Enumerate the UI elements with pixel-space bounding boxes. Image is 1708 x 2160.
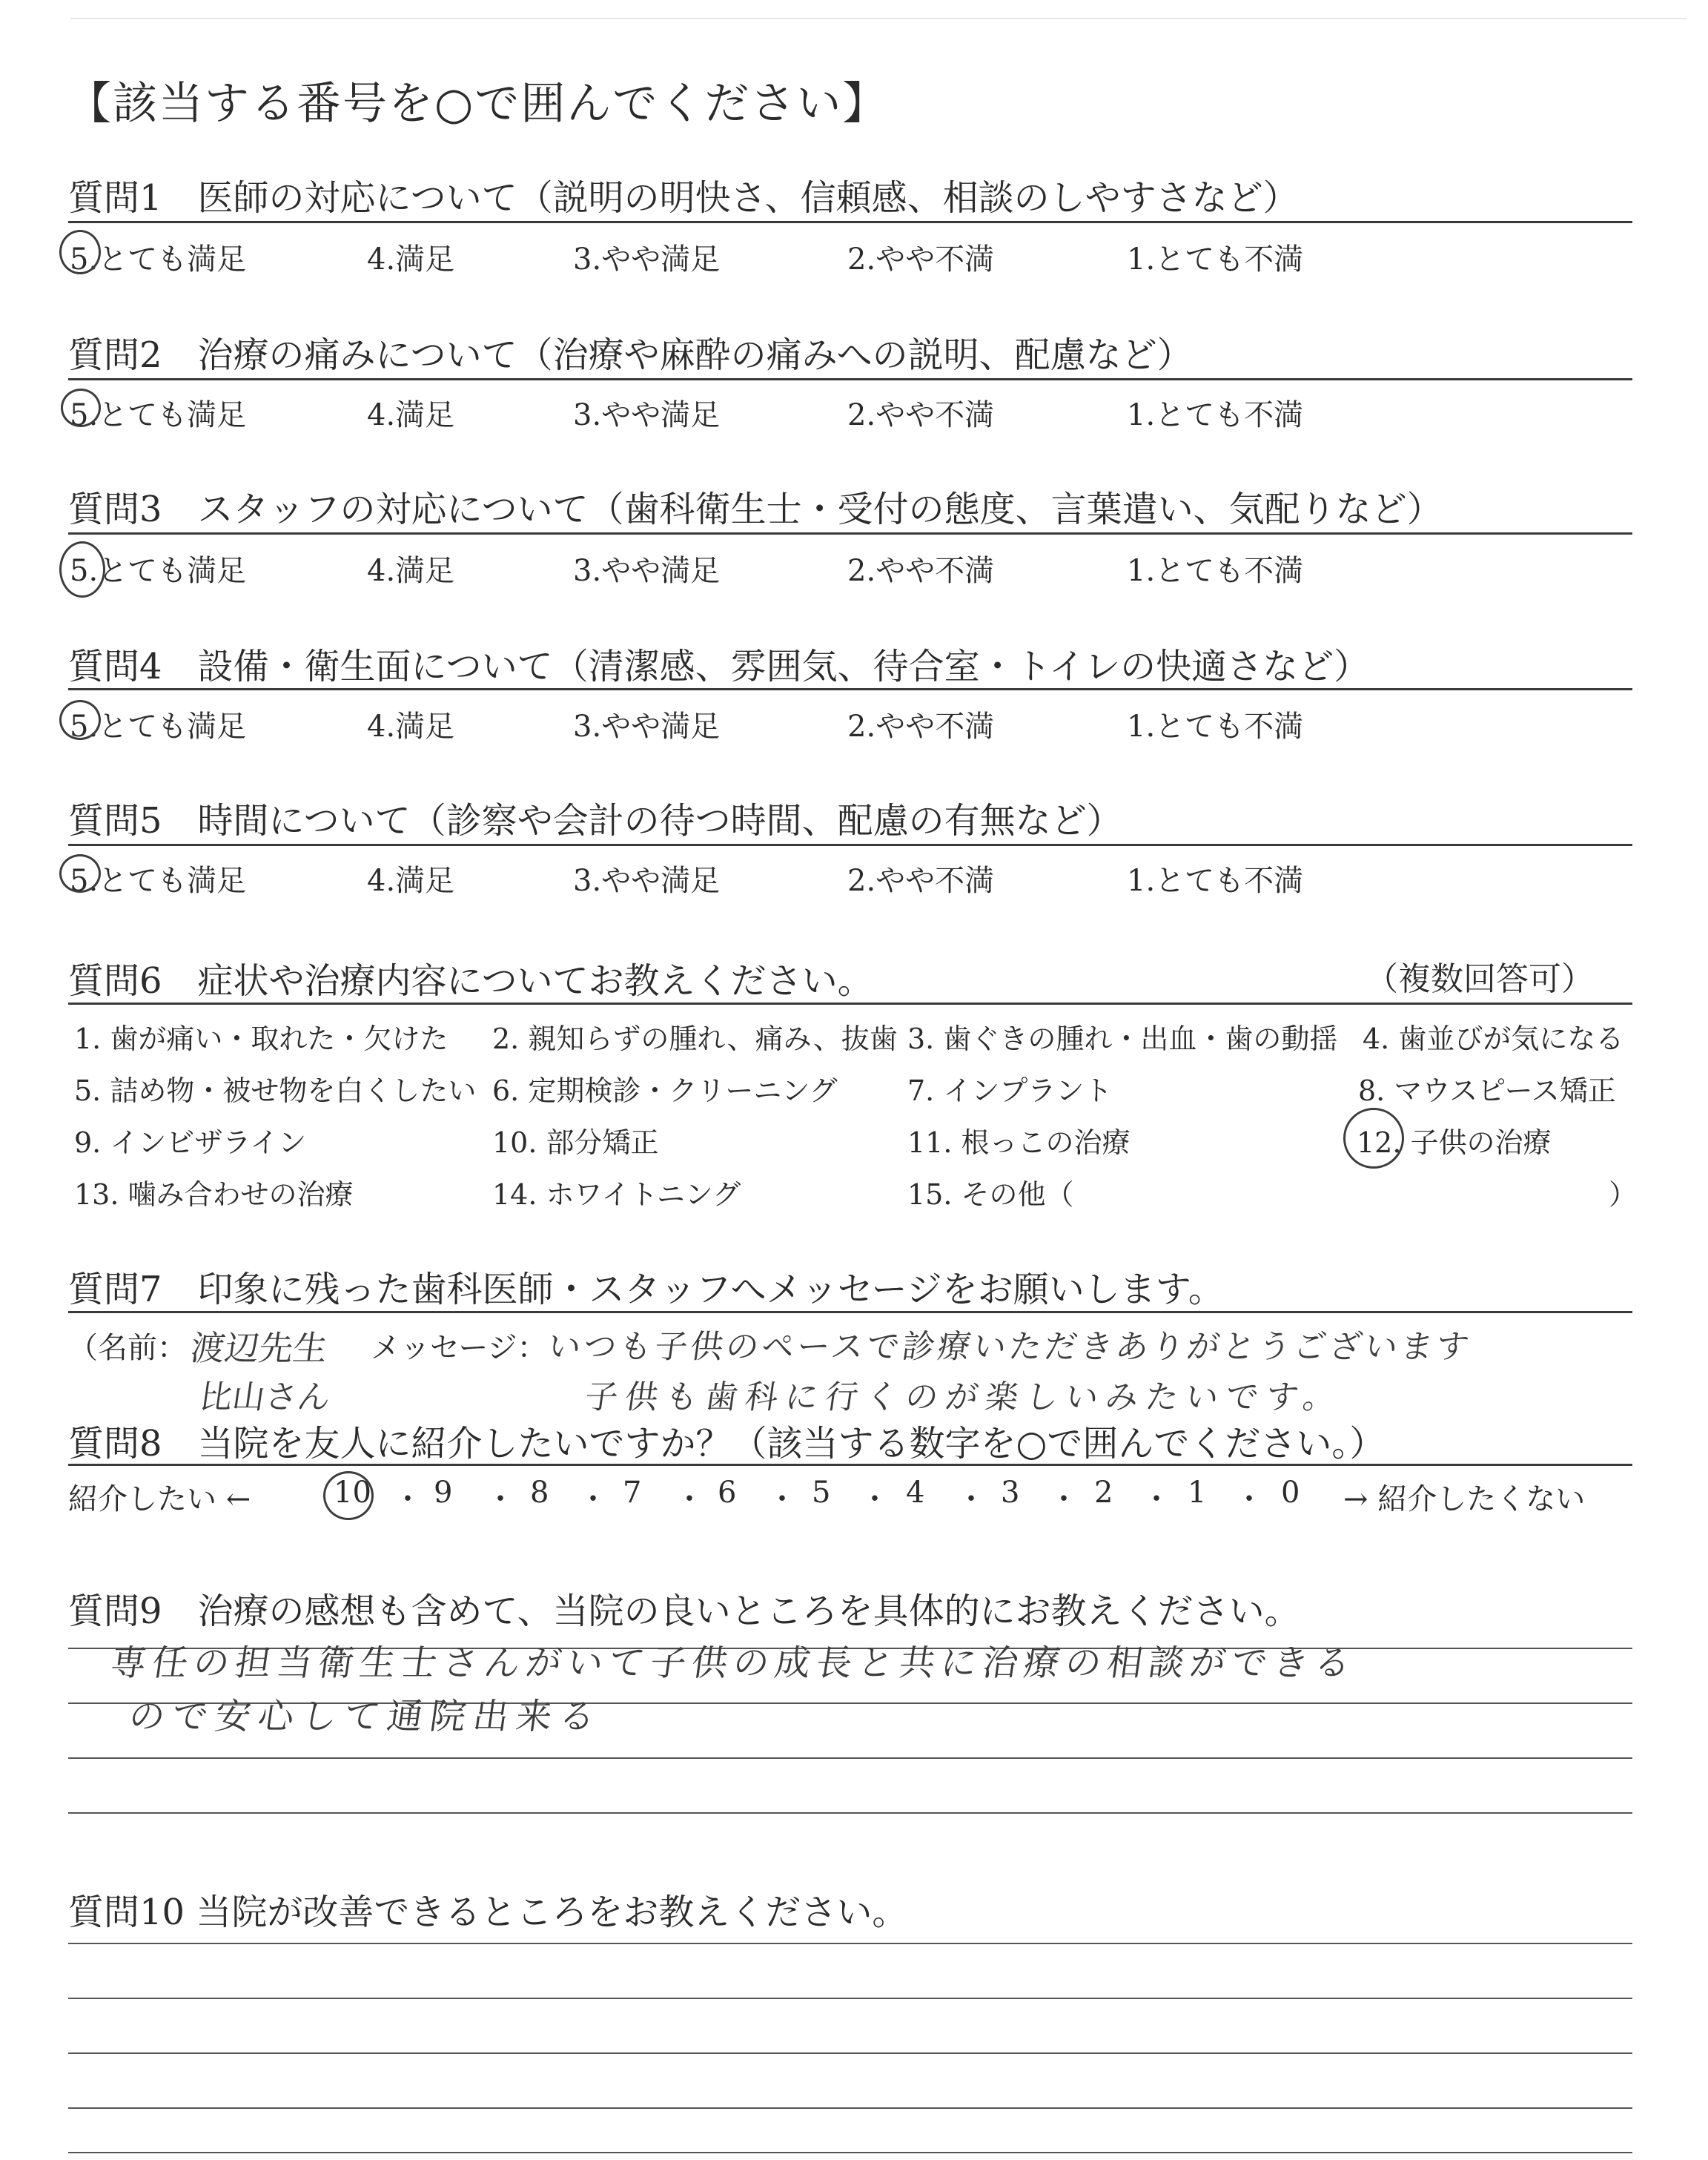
q8-separator: ・	[1142, 1482, 1171, 1516]
q1-option-4[interactable]: 4.満足	[367, 242, 455, 277]
question-2-title: 質問2 治療の痛みについて（治療や麻酔の痛みへの説明、配慮など）	[68, 334, 1193, 376]
q6-option-3[interactable]: 3. 歯ぐきの腫れ・出血・歯の動揺	[907, 1023, 1338, 1055]
q10-answer-line-2	[68, 1998, 1632, 1999]
q6-option-10[interactable]: 10. 部分矯正	[492, 1126, 659, 1159]
q8-scale-9[interactable]: 9	[434, 1476, 453, 1510]
q8-scale-5[interactable]: 5	[812, 1476, 831, 1510]
q8-scale-0[interactable]: 0	[1281, 1476, 1300, 1510]
q8-separator: ・	[860, 1482, 890, 1516]
question-3-rule	[68, 532, 1632, 535]
q8-left-label: 紹介したい ←	[68, 1482, 251, 1516]
q4-option-2[interactable]: 2.やや不満	[847, 710, 995, 744]
q8-separator: ・	[956, 1482, 986, 1516]
q7-handwritten-message-2: 子供も歯科に行くのが楽しいみたいです。	[582, 1378, 1346, 1416]
form-title: 【該当する番号を○で囲んでください】	[67, 78, 889, 130]
q6-option-4[interactable]: 4. 歯並びが気になる	[1363, 1023, 1624, 1055]
q8-scale-10[interactable]: 10	[334, 1476, 371, 1510]
question-1-title: 質問1 医師の対応について（説明の明快さ、信頼感、相談のしやすさなど）	[68, 177, 1299, 219]
question-6-rule	[68, 1003, 1632, 1005]
q10-answer-line-5	[68, 2152, 1632, 2153]
q6-option-13[interactable]: 13. 噛み合わせの治療	[74, 1178, 354, 1211]
q1-option-5[interactable]: 5.とても満足	[70, 242, 247, 277]
q2-option-2[interactable]: 2.やや不満	[847, 398, 995, 432]
q10-answer-line-1	[68, 1943, 1632, 1944]
question-6-title: 質問6 症状や治療内容についてお教えください。	[68, 960, 873, 1002]
q8-separator: ・	[393, 1482, 423, 1516]
q1-option-3[interactable]: 3.やや満足	[573, 242, 721, 277]
q6-other-close-paren: ）	[1609, 1178, 1638, 1211]
q5-selection-circle	[59, 854, 101, 893]
q6-option-6[interactable]: 6. 定期検診・クリーニング	[492, 1074, 838, 1107]
q4-selection-circle	[59, 700, 101, 740]
q6-option-5[interactable]: 5. 詰め物・被せ物を白くしたい	[74, 1074, 477, 1107]
q7-message-label: メッセージ：	[371, 1331, 547, 1365]
q5-option-3[interactable]: 3.やや満足	[573, 864, 721, 898]
question-10-title: 質問10 当院が改善できるところをお教えください。	[68, 1892, 908, 1933]
q4-option-5[interactable]: 5.とても満足	[70, 710, 247, 744]
question-7-rule	[68, 1311, 1632, 1313]
q10-answer-line-3	[68, 2052, 1632, 2054]
q1-selection-circle	[59, 230, 101, 274]
q2-selection-circle	[61, 389, 101, 427]
q8-scale-6[interactable]: 6	[718, 1476, 737, 1510]
q8-separator: ・	[1234, 1482, 1264, 1516]
q4-option-3[interactable]: 3.やや満足	[573, 710, 721, 744]
q10-answer-line-4	[68, 2107, 1632, 2109]
q5-option-5[interactable]: 5.とても満足	[70, 864, 247, 898]
q1-option-1[interactable]: 1.とても不満	[1127, 242, 1304, 277]
q9-answer-line-3	[68, 1757, 1632, 1759]
q6-option-9[interactable]: 9. インビザライン	[74, 1126, 307, 1159]
q6-option-12[interactable]: 12. 子供の治療	[1357, 1126, 1552, 1159]
q9-handwritten-answer-1: 専任の担当衛生士さんがいて子供の成長と共に治療の相談ができる	[107, 1642, 1360, 1684]
question-8-rule	[68, 1464, 1632, 1466]
q8-scale-1[interactable]: 1	[1188, 1476, 1207, 1510]
q8-separator: ・	[486, 1482, 515, 1516]
question-5-rule	[68, 844, 1632, 846]
q8-scale-2[interactable]: 2	[1094, 1476, 1113, 1510]
q6-option-1[interactable]: 1. 歯が痛い・取れた・欠けた	[74, 1023, 448, 1055]
q8-separator: ・	[578, 1482, 608, 1516]
q3-option-5[interactable]: 5.とても満足	[70, 554, 247, 588]
question-8-title: 質問8 当院を友人に紹介したいですか？（該当する数字を○で囲んでください。）	[68, 1423, 1386, 1464]
q3-option-2[interactable]: 2.やや不満	[847, 554, 995, 588]
question-1-rule	[68, 221, 1632, 223]
q3-selection-circle	[59, 541, 105, 598]
q6-option-11[interactable]: 11. 根っこの治療	[907, 1126, 1131, 1159]
top-border	[70, 18, 1687, 19]
q8-right-label: → 紹介したくない	[1343, 1482, 1586, 1516]
q8-scale-3[interactable]: 3	[1001, 1476, 1020, 1510]
q5-option-4[interactable]: 4.満足	[367, 864, 455, 898]
question-3-title: 質問3 スタッフの対応について（歯科衛生士・受付の態度、言葉遣い、気配りなど）	[68, 489, 1443, 530]
q6-option-15[interactable]: 15. その他（	[907, 1178, 1074, 1211]
question-2-rule	[68, 378, 1632, 380]
question-9-title: 質問9 治療の感想も含めて、当院の良いところを具体的にお教えください。	[68, 1591, 1300, 1632]
question-4-title: 質問4 設備・衛生面について（清潔感、雰囲気、待合室・トイレの快適さなど）	[68, 646, 1370, 687]
q2-option-4[interactable]: 4.満足	[367, 398, 455, 432]
q6-selection-circle	[1343, 1108, 1404, 1169]
question-6-note: （複数回答可）	[1366, 960, 1594, 998]
q4-option-4[interactable]: 4.満足	[367, 710, 455, 744]
q8-scale-4[interactable]: 4	[906, 1476, 925, 1510]
q8-scale-8[interactable]: 8	[530, 1476, 549, 1510]
q3-option-3[interactable]: 3.やや満足	[573, 554, 721, 588]
q6-option-2[interactable]: 2. 親知らずの腫れ、痛み、抜歯	[492, 1023, 898, 1055]
q7-handwritten-message-1: いつも子供のペースで診療いただきありがとうございます	[545, 1328, 1474, 1366]
q8-separator: ・	[1049, 1482, 1079, 1516]
q6-option-8[interactable]: 8. マウスピース矯正	[1358, 1074, 1616, 1107]
q7-handwritten-name-2: 比山さん	[196, 1378, 333, 1416]
q4-option-1[interactable]: 1.とても不満	[1127, 710, 1304, 744]
q3-option-4[interactable]: 4.満足	[367, 554, 455, 588]
q8-selection-circle	[323, 1471, 374, 1520]
q6-option-7[interactable]: 7. インプラント	[907, 1074, 1113, 1107]
q8-scale-7[interactable]: 7	[623, 1476, 642, 1510]
question-4-rule	[68, 688, 1632, 690]
q7-name-label: （名前：	[68, 1331, 187, 1365]
q2-option-5[interactable]: 5.とても満足	[70, 398, 247, 432]
q3-option-1[interactable]: 1.とても不満	[1127, 554, 1304, 588]
question-7-title: 質問7 印象に残った歯科医師・スタッフへメッセージをお願いします。	[68, 1269, 1224, 1310]
q6-option-14[interactable]: 14. ホワイトニング	[492, 1178, 741, 1211]
q9-answer-line-4	[68, 1812, 1632, 1814]
q8-separator: ・	[675, 1482, 704, 1516]
q8-separator: ・	[767, 1482, 797, 1516]
q5-option-2[interactable]: 2.やや不満	[847, 864, 995, 898]
q2-option-3[interactable]: 3.やや満足	[573, 398, 721, 432]
q5-option-1[interactable]: 1.とても不満	[1127, 864, 1304, 898]
q9-handwritten-answer-2: ので安心して通院出来る	[126, 1696, 606, 1737]
q1-option-2[interactable]: 2.やや不満	[847, 242, 995, 277]
question-5-title: 質問5 時間について（診察や会計の待つ時間、配慮の有無など）	[68, 800, 1122, 842]
q7-handwritten-name-1: 渡辺先生	[188, 1328, 331, 1368]
q2-option-1[interactable]: 1.とても不満	[1127, 398, 1304, 432]
